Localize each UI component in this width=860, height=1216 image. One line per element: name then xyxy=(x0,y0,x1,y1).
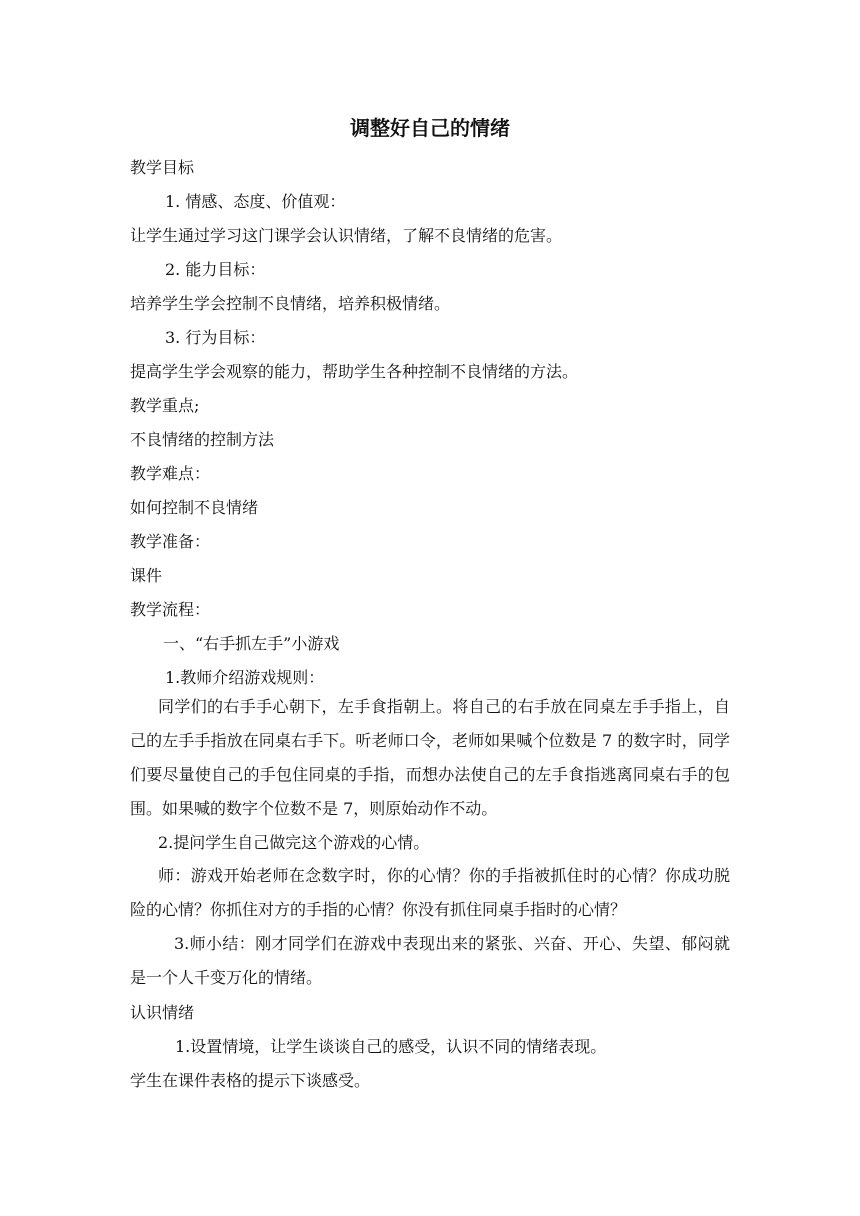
objective-3-heading: 3. 行为目标： xyxy=(165,328,266,347)
step-1-heading: 1.教师介绍游戏规则： xyxy=(165,668,325,687)
teacher-summary-paragraph: 3.师小结：刚才同学们在游戏中表现出来的紧张、兴奋、开心、失望、郁闷就是一个人千变万化的情绪。 xyxy=(130,934,730,987)
preparation-text: 课件 xyxy=(130,566,163,585)
teacher-questions-paragraph: 师：游戏开始老师在念数字时，你的心情？你的手指被抓住时的心情？你成功脱险的心情？你抓住对方的手指的心情？你没有抓住同桌手指时的心情？ xyxy=(130,866,730,919)
document-title: 调整好自己的情绪 xyxy=(350,116,510,140)
objective-3-text: 提高学生学会观察的能力，帮助学生各种控制不良情绪的方法。 xyxy=(130,362,579,381)
objectives-heading: 教学目标 xyxy=(130,158,195,177)
difficulty-heading: 教学难点： xyxy=(130,464,211,483)
objective-1-heading: 1. 情感、态度、价值观： xyxy=(165,192,346,211)
recognize-emotions-heading: 认识情绪 xyxy=(130,1003,195,1022)
process-heading: 教学流程： xyxy=(130,600,211,619)
objective-2-heading: 2. 能力目标： xyxy=(165,260,266,279)
objective-1-text: 让学生通过学习这门课学会认识情绪，了解不良情绪的危害。 xyxy=(130,226,563,245)
recognize-step-1: 1.设置情境，让学生谈谈自己的感受，认识不同的情绪表现。 xyxy=(175,1037,607,1056)
preparation-heading: 教学准备： xyxy=(130,532,211,551)
key-points-heading: 教学重点; xyxy=(130,396,200,415)
game-rules-paragraph: 同学们的右手手心朝下，左手食指朝上。将自己的右手放在同桌左手手指上，自己的左手手指放在同桌右手下。听老师口令，老师如果喊个位数是 7 的数字时，同学们要尽量使自己的手包住同桌的手指，而想办法使自己的左手食指逃离同桌右手的包围。如果喊的数字个位数不是 7，则原始动作不动。 xyxy=(130,697,730,818)
objective-2-text: 培养学生学会控制不良情绪，培养积极情绪。 xyxy=(130,294,451,313)
recognize-text: 学生在课件表格的提示下谈感受。 xyxy=(130,1071,371,1090)
section-1-heading: 一、“右手抓左手”小游戏 xyxy=(163,634,340,653)
step-2-heading: 2.提问学生自己做完这个游戏的心情。 xyxy=(158,833,430,852)
key-points-text: 不良情绪的控制方法 xyxy=(130,430,275,449)
difficulty-text: 如何控制不良情绪 xyxy=(130,498,259,517)
